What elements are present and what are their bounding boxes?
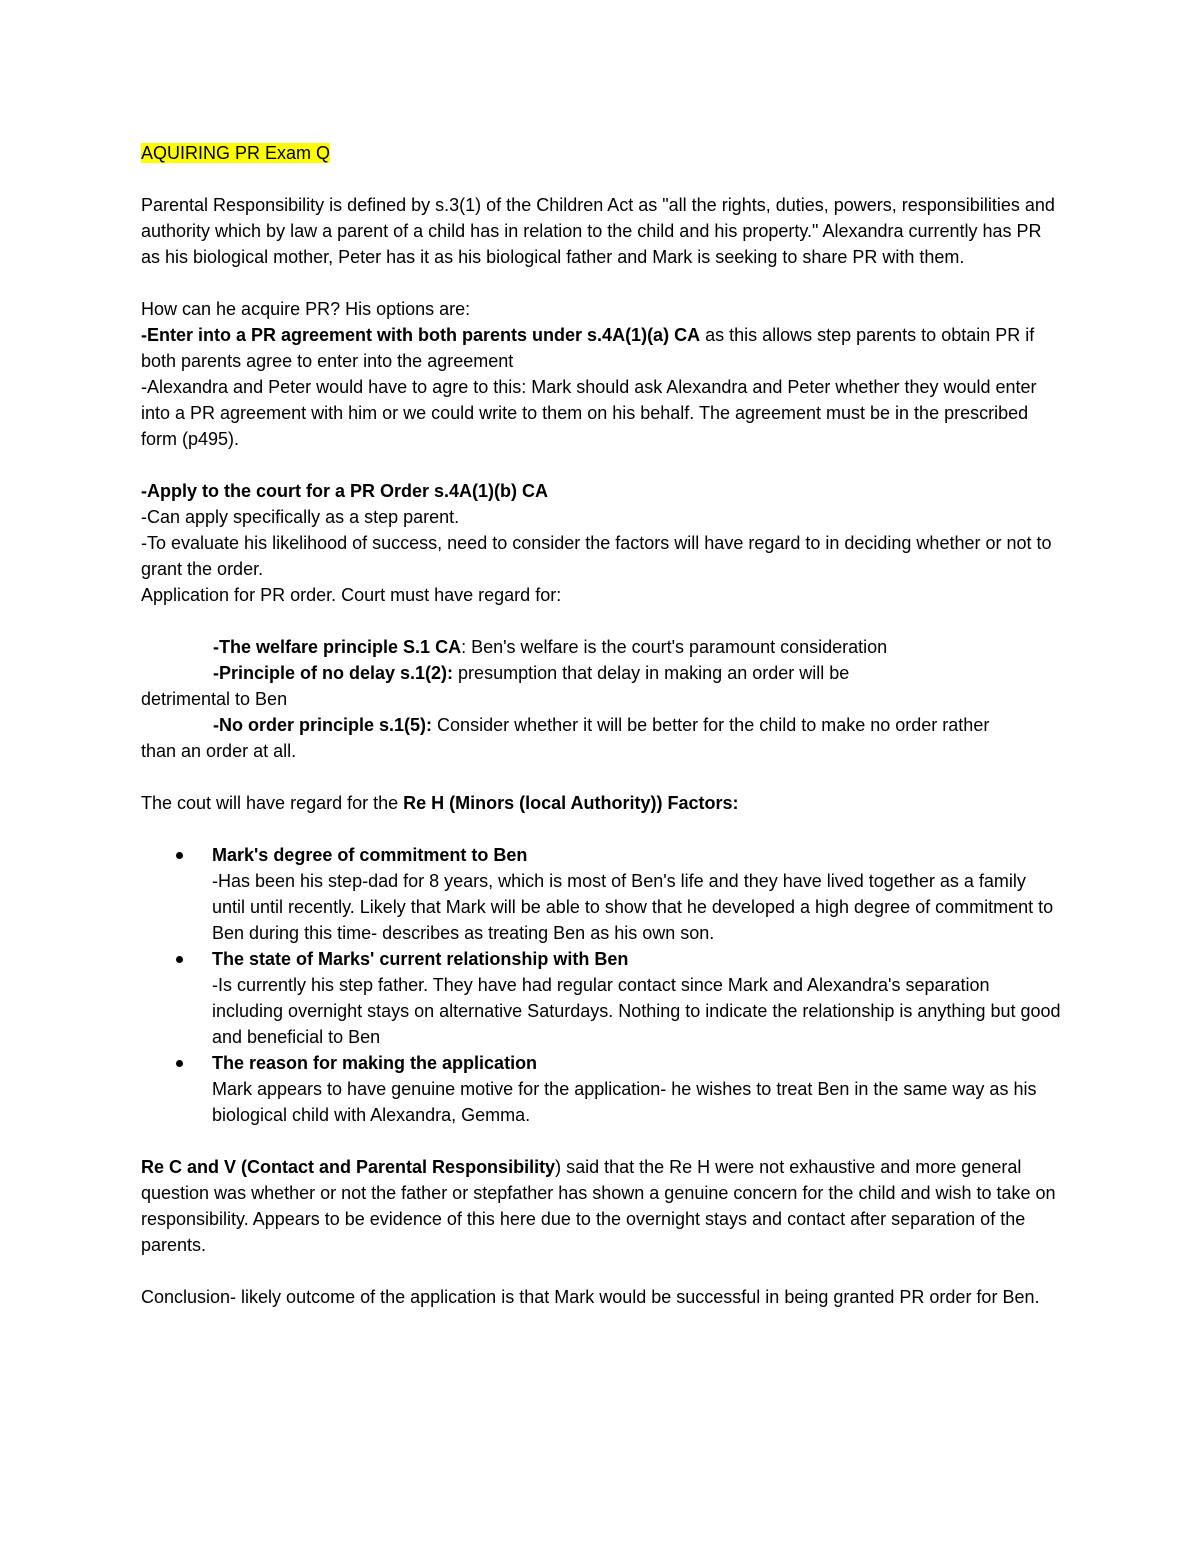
options-question: How can he acquire PR? His options are:: [141, 299, 471, 319]
bullet-icon: [176, 1060, 183, 1067]
re-c-and-v-paragraph: Re C and V (Contact and Parental Responsibility) said that the Re H were not exhaustive and more general question was whether or not the father or stepfather has shown a genuine concern for the child and wish to take on responsibility. Appears to be evidence of this here due to the overnight stays and contact after separation of the parents.: [141, 1157, 1056, 1255]
list-item: [141, 842, 1061, 946]
principle-no-order-continued: than an order at all.: [141, 741, 297, 761]
bullet-icon: [176, 956, 183, 963]
principle-no-delay-continued: detrimental to Ben: [141, 689, 288, 709]
factors-list: [141, 842, 1061, 1128]
conclusion-paragraph: Conclusion- likely outcome of the application is that Mark would be successful in being granted PR order for Ben.: [141, 1287, 1040, 1307]
factor-body: Mark appears to have genuine motive for the application- he wishes to treat Ben in the same way as his biological child with Alexandra, Gemma.: [212, 1079, 1037, 1125]
document-body: [141, 140, 1061, 1310]
option-2-heading: -Apply to the court for a PR Order s.4A(1)(b) CA: [141, 481, 549, 501]
principle-welfare: -The welfare principle S.1 CA: Ben's welfare is the court's paramount consideration: [213, 637, 888, 657]
option-1-paragraph: [141, 322, 1061, 374]
list-item: [141, 1050, 1061, 1128]
option-2-line-3: Application for PR order. Court must have regard for:: [141, 585, 562, 605]
factor-heading: The reason for making the application: [212, 1053, 538, 1073]
factors-intro: The cout will have regard for the Re H (Minors (local Authority)) Factors:: [141, 793, 739, 813]
factor-body: -Is currently his step father. They have had regular contact since Mark and Alexandra's separation including overnight stays on alternative Saturdays. Nothing to indicate the relationship is anything but good and beneficial to Ben: [212, 975, 1061, 1047]
option-2-line-1: -Can apply specifically as a step parent.: [141, 507, 460, 527]
bullet-icon: [176, 852, 183, 859]
principle-no-delay: -Principle of no delay s.1(2): presumption that delay in making an order will be: [213, 663, 850, 683]
intro-paragraph: Parental Responsibility is defined by s.3(1) of the Children Act as "all the rights, duties, powers, responsibilities and authority which by law a parent of a child has in relation to the child and his property." Alexandra currently has PR as his biological mother, Peter has it as his biological father and Mark is seeking to share PR with them.: [141, 195, 1055, 267]
option-2-line-2: -To evaluate his likelihood of success, need to consider the factors will have regard to in deciding whether or not to grant the order.: [141, 533, 1052, 579]
factor-body: -Has been his step-dad for 8 years, which is most of Ben's life and they have lived together as a family until until recently. Likely that Mark will be able to show that he developed a high degree of commitment to Ben during this time- describes as treating Ben as his own son.: [212, 871, 1054, 943]
option-1-text: as this allows step parents to obtain PR if both parents agree to enter into the agreement: [141, 325, 1035, 371]
principle-no-order: -No order principle s.1(5): Consider whether it will be better for the child to make no order rather: [213, 715, 990, 735]
document-title: [141, 140, 1061, 166]
factor-heading: The state of Marks' current relationship with Ben: [212, 949, 629, 969]
list-item: [141, 946, 1061, 1050]
highlighted-title: AQUIRING PR Exam Q: [141, 143, 331, 163]
option-1-heading: -Enter into a PR agreement with both parents under s.4A(1)(a) CA: [141, 325, 701, 345]
factor-heading: Mark's degree of commitment to Ben: [212, 845, 528, 865]
option-1-detail: -Alexandra and Peter would have to agre to this: Mark should ask Alexandra and Peter whether they would enter into a PR agreement with him or we could write to them on his behalf. The agreement must be in the prescribed form (p495).: [141, 377, 1037, 449]
